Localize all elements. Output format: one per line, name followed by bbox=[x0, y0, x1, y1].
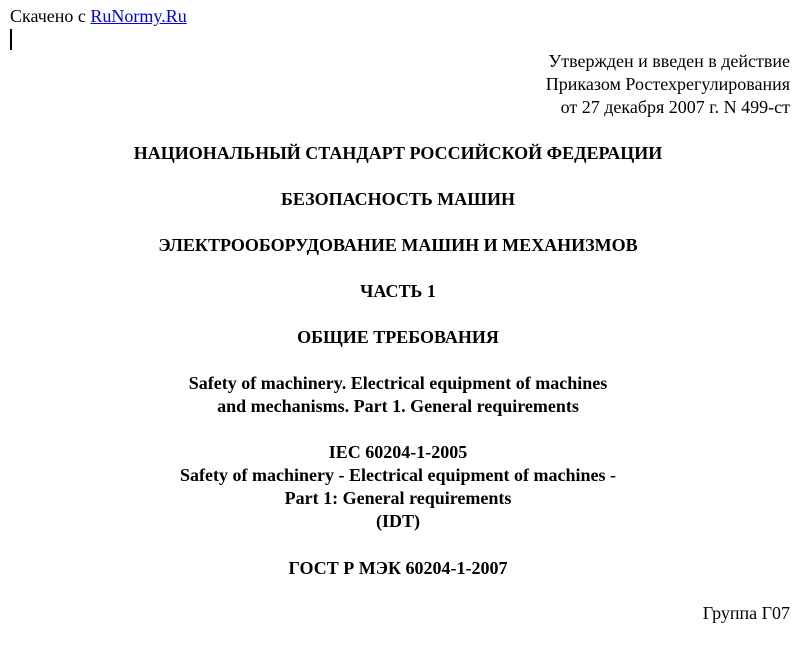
english-title-line: and mechanisms. Part 1. General requirements bbox=[217, 396, 579, 416]
classification-group: Группа Г07 bbox=[702, 603, 790, 623]
text-cursor bbox=[10, 29, 12, 50]
part-heading: ЧАСТЬ 1 bbox=[360, 281, 436, 301]
source-link[interactable]: RuNormy.Ru bbox=[90, 6, 187, 26]
approval-line: от 27 декабря 2007 г. N 499-ст bbox=[560, 97, 790, 117]
standard-type-heading: НАЦИОНАЛЬНЫЙ СТАНДАРТ РОССИЙСКОЙ ФЕДЕРАЦИИ bbox=[133, 143, 663, 163]
iec-identity: (IDT) bbox=[376, 511, 420, 531]
part-title-heading: ОБЩИЕ ТРЕБОВАНИЯ bbox=[297, 327, 499, 347]
approval-line: Утвержден и введен в действие bbox=[548, 51, 790, 71]
downloaded-prefix: Скачено с bbox=[10, 6, 91, 26]
subject-heading: ЭЛЕКТРООБОРУДОВАНИЕ МАШИН И МЕХАНИЗМОВ bbox=[158, 235, 638, 255]
english-title-line: Safety of machinery. Electrical equipment of machines bbox=[188, 373, 608, 393]
iec-title-line: Part 1: General requirements bbox=[284, 488, 512, 508]
series-heading: БЕЗОПАСНОСТЬ МАШИН bbox=[280, 189, 516, 209]
gost-code: ГОСТ Р МЭК 60204-1-2007 bbox=[288, 558, 508, 578]
iec-block bbox=[0, 441, 796, 533]
approval-line: Приказом Ростехрегулирования bbox=[545, 74, 790, 94]
approval-block bbox=[546, 50, 790, 119]
english-title bbox=[0, 372, 796, 418]
source-line bbox=[10, 5, 187, 27]
iec-code: IEC 60204-1-2005 bbox=[328, 442, 468, 462]
iec-title-line: Safety of machinery - Electrical equipment of machines - bbox=[180, 465, 616, 485]
